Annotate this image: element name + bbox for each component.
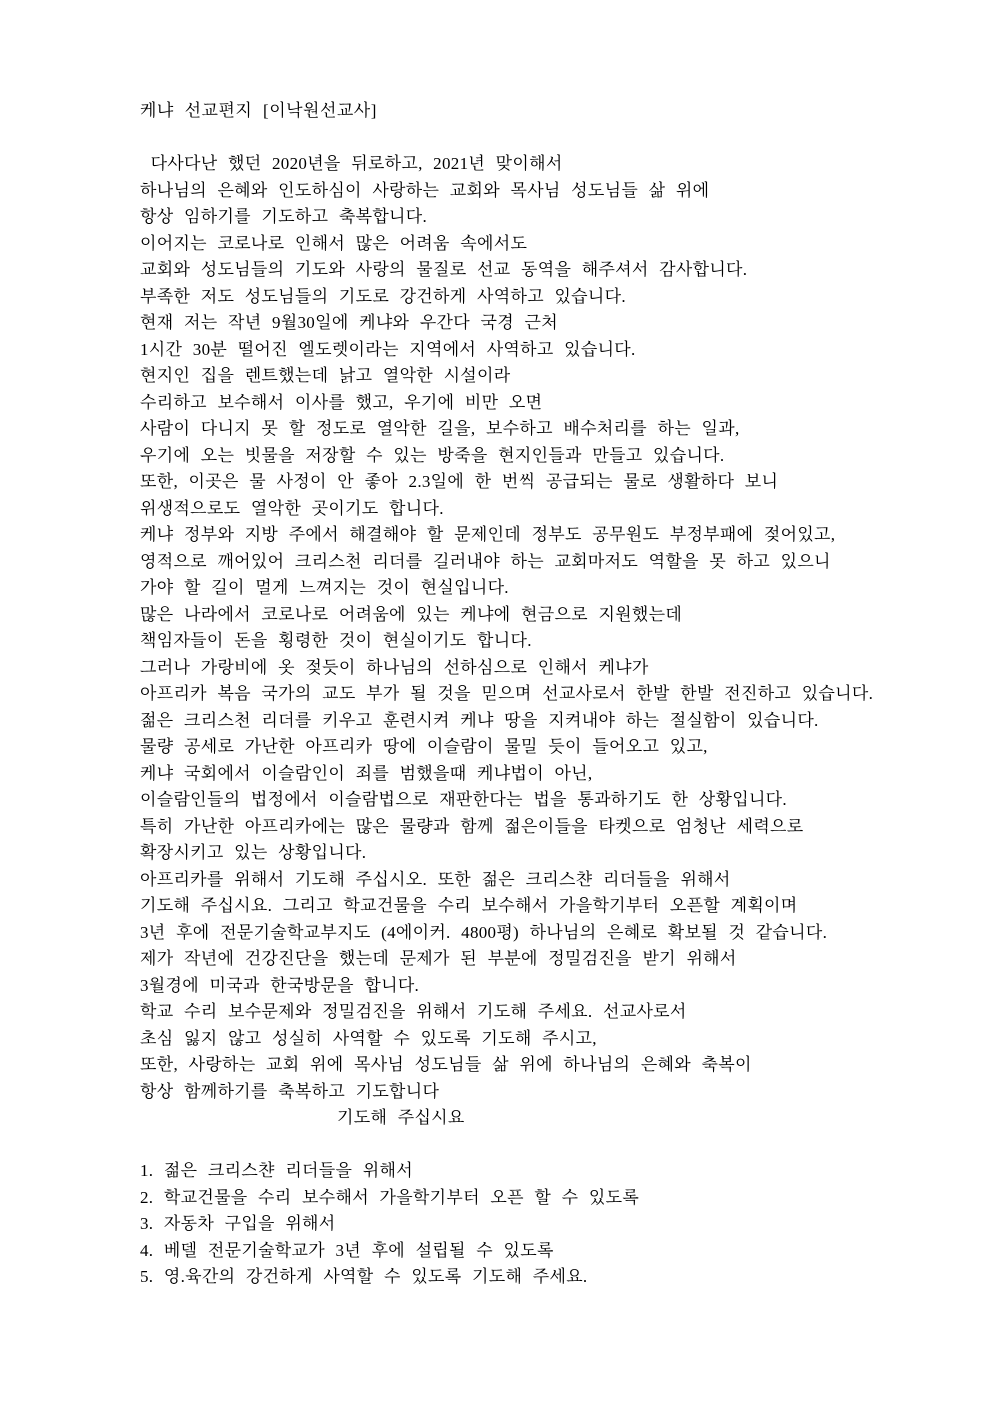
letter-line: 또한, 사랑하는 교회 위에 목사님 성도님들 삶 위에 하나님의 은혜와 축복이 — [140, 1055, 752, 1074]
letter-line: 현재 저는 작년 9월30일에 케냐와 우간다 국경 근처 — [140, 313, 558, 332]
letter-line: 물량 공세로 가난한 아프리카 땅에 이슬람이 물밀 듯이 들어오고 있고, — [140, 737, 708, 756]
letter-line: 케냐 정부와 지방 주에서 해결해야 할 문제인데 정부도 공무원도 부정부패에 젖어있고, — [140, 525, 836, 544]
prayer-item: 3. 자동차 구입을 위해서 — [140, 1214, 336, 1233]
letter-line: 사람이 다니지 못 할 정도로 열악한 길을, 보수하고 배수처리를 하는 일과, — [140, 419, 740, 438]
letter-line: 3월경에 미국과 한국방문을 합니다. — [140, 975, 420, 995]
letter-line: 제가 작년에 건강진단을 했는데 문제가 된 부분에 정밀검진을 받기 위해서 — [140, 949, 737, 968]
prayer-item: 5. 영.육간의 강건하게 사역할 수 있도록 기도해 주세요. — [140, 1267, 588, 1286]
letter-line: 영적으로 깨어있어 크리스천 리더를 길러내야 하는 교회마저도 역할을 못 하고 있으니 — [140, 551, 831, 571]
letter-line: 그러나 가랑비에 옷 젖듯이 하나님의 선하심으로 인해서 케냐가 — [140, 657, 649, 677]
letter-content — [140, 97, 930, 1291]
letter-line: 부족한 저도 성도님들의 기도로 강건하게 사역하고 있습니다. — [140, 286, 626, 306]
letter-body — [140, 151, 930, 1132]
letter-line: 가야 할 길이 멀게 느껴지는 것이 현실입니다. — [140, 578, 509, 597]
letter-line: 젊은 크리스천 리더를 키우고 훈련시켜 케냐 땅을 지켜내야 하는 절실함이 있습니다. — [140, 710, 819, 730]
letter-line: 수리하고 보수해서 이사를 했고, 우기에 비만 오면 — [140, 392, 543, 412]
letter-line: 많은 나라에서 코로나로 어려움에 있는 케냐에 현금으로 지원했는데 — [140, 604, 683, 624]
letter-line: 아프리카를 위해서 기도해 주십시오. 또한 젊은 크리스챤 리더들을 위해서 — [140, 869, 731, 889]
letter-line: 기도해 주십시요. 그리고 학교건물을 수리 보수해서 가을학기부터 오픈할 계획이며 — [140, 896, 798, 915]
prayer-item: 2. 학교건물을 수리 보수해서 가을학기부터 오픈 할 수 있도록 — [140, 1187, 640, 1207]
letter-line: 케냐 국회에서 이슬람인이 죄를 범했을때 케냐법이 아닌, — [140, 763, 593, 783]
letter-line: 또한, 이곳은 물 사정이 안 좋아 2.3일에 한 번씩 공급되는 물로 생활하다 보니 — [140, 472, 779, 491]
prayer-item: 4. 베델 전문기술학교가 3년 후에 설립될 수 있도록 — [140, 1240, 554, 1260]
letter-line: 다사다난 했던 2020년을 뒤로하고, 2021년 맞이해서 — [140, 154, 563, 173]
letter-line: 교회와 성도님들의 기도와 사랑의 물질로 선교 동역을 해주셔서 감사합니다. — [140, 260, 748, 279]
letter-line: 우기에 오는 빗물을 저장할 수 있는 방죽을 현지인들과 만들고 있습니다. — [140, 445, 725, 465]
letter-line: 위생적으로도 열악한 곳이기도 합니다. — [140, 498, 444, 518]
letter-line: 학교 수리 보수문제와 정밀검진을 위해서 기도해 주세요. 선교사로서 — [140, 1002, 687, 1021]
prayer-list — [140, 1158, 930, 1291]
document-title: 케냐 선교편지 [이낙원선교사] — [140, 101, 377, 120]
letter-line: 1시간 30분 떨어진 엘도렛이라는 지역에서 사역하고 있습니다. — [140, 339, 636, 359]
prayer-request-heading: 기도해 주십시요 — [337, 1108, 465, 1127]
letter-line: 특히 가난한 아프리카에는 많은 물량과 함께 젊은이들을 타켓으로 엄청난 세력으로 — [140, 816, 804, 836]
letter-line: 이슬람인들의 법정에서 이슬람법으로 재판한다는 법을 통과하기도 한 상황입니다. — [140, 790, 787, 809]
letter-line: 확장시키고 있는 상황입니다. — [140, 843, 367, 862]
letter-line: 항상 함께하기를 축복하고 기도합니다 — [140, 1081, 440, 1101]
letter-line: 하나님의 은혜와 인도하심이 사랑하는 교회와 목사님 성도님들 삶 위에 — [140, 180, 710, 200]
letter-line: 아프리카 복음 국가의 교도 부가 될 것을 믿으며 선교사로서 한발 한발 전진하고 있습니다. — [140, 684, 874, 703]
letter-line: 책임자들이 돈을 횡령한 것이 현실이기도 합니다. — [140, 631, 532, 650]
letter-line: 항상 임하기를 기도하고 축복합니다. — [140, 207, 428, 226]
letter-line: 이어지는 코로나로 인해서 많은 어려움 속에서도 — [140, 233, 528, 253]
letter-line: 3년 후에 전문기술학교부지도 (4에이커. 4800평) 하나님의 은혜로 확보될 것 같습니다. — [140, 922, 828, 942]
letter-line: 초심 잃지 않고 성실히 사역할 수 있도록 기도해 주시고, — [140, 1028, 597, 1048]
letter-line: 현지인 집을 렌트했는데 낡고 열악한 시설이라 — [140, 366, 511, 385]
prayer-item: 1. 젊은 크리스챤 리더들을 위해서 — [140, 1161, 413, 1180]
